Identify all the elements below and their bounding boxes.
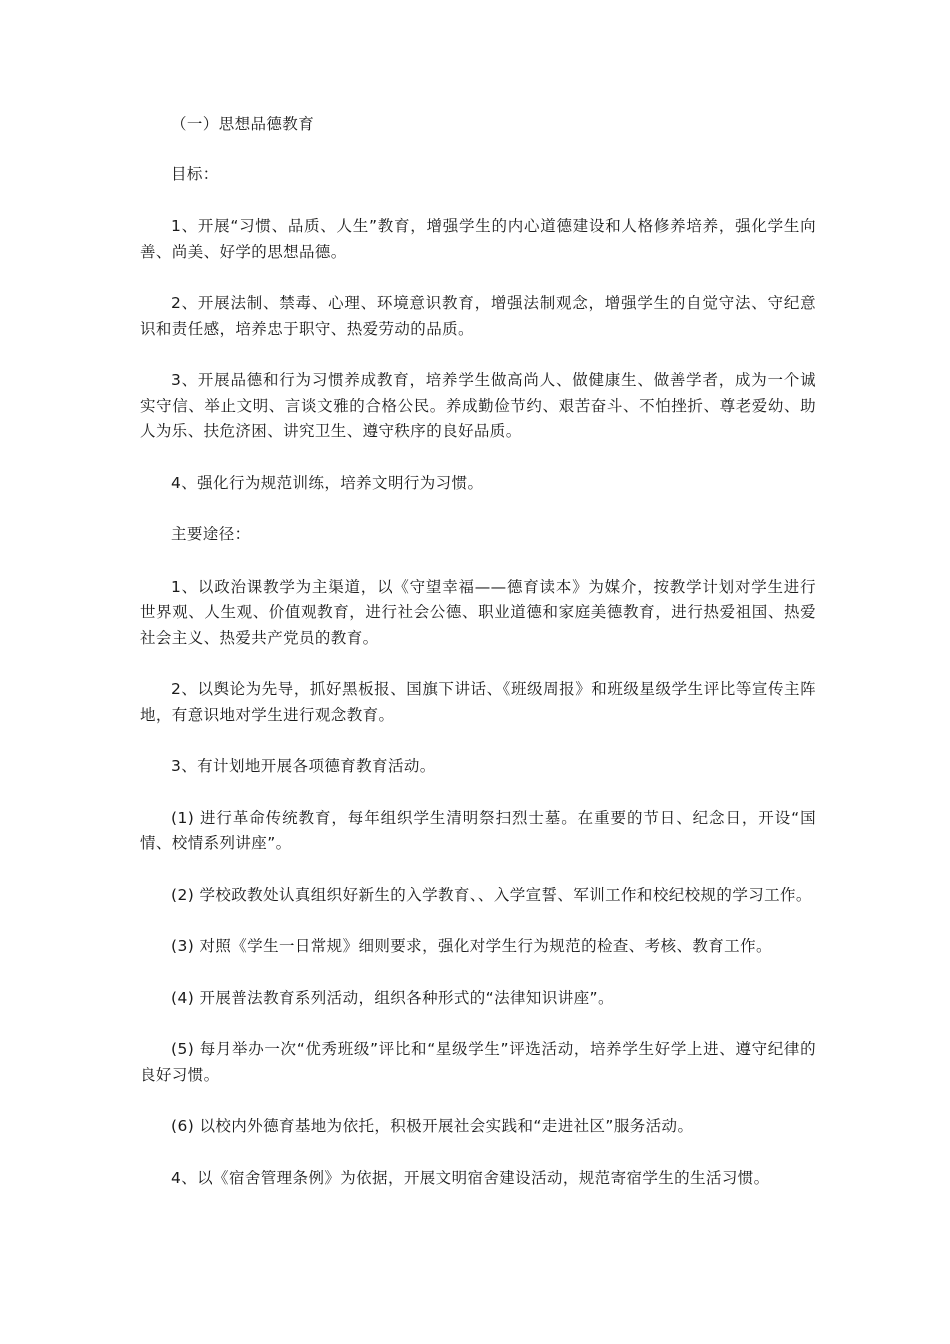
goals-label: 目标： [171,164,219,183]
goal-item-1: 1、开展“习惯、品质、人生”教育，增强学生的内心道德建设和人格修养培养，强化学生向善、尚美、好学的思想品德。 [140,217,816,261]
way-subitem-5: (5) 每月举办一次“优秀班级”评比和“星级学生”评选活动，培养学生好学上进、遵守纪律的良好习惯。 [140,1040,816,1084]
way-subitem-2: (2) 学校政教处认真组织好新生的入学教育、、入学宣誓、军训工作和校纪校规的学习工作。 [171,885,812,904]
section-title: （一）思想品德教育 [171,115,315,133]
way-subitem-1: (1) 进行革命传统教育，每年组织学生清明祭扫烈士墓。在重要的节日、纪念日，开设“国情、校情系列讲座”。 [140,808,816,852]
goal-item-4: 4、强化行为规范训练，培养文明行为习惯。 [171,473,484,492]
way-item-4: 4、以《宿舍管理条例》为依据，开展文明宿舍建设活动，规范寄宿学生的生活习惯。 [171,1168,770,1187]
goal-item-3: 3、开展品德和行为习惯养成教育，培养学生做高尚人、做健康生、做善学者，成为一个诚实守信、举止文明、言谈文雅的合格公民。养成勤俭节约、艰苦奋斗、不怕挫折、尊老爱幼、助人为乐、扶危济困、讲究卫生、遵守秩序的良好品质。 [140,371,816,440]
way-subitem-6: (6) 以校内外德育基地为依托，积极开展社会实践和“走进社区”服务活动。 [171,1117,694,1135]
way-subitem-3: (3) 对照《学生一日常规》细则要求，强化对学生行为规范的检查、考核、教育工作。 [171,937,772,955]
way-subitem-4: (4) 开展普法教育系列活动，组织各种形式的“法律知识讲座”。 [171,988,614,1007]
ways-label: 主要途径： [171,525,251,543]
document-page [140,112,816,1217]
way-item-1: 1、以政治课教学为主渠道，以《守望幸福——德育读本》为媒介，按教学计划对学生进行世界观、人生观、价值观教育，进行社会公德、职业道德和家庭美德教育，进行热爱祖国、热爱社会主义、热爱共产党员的教育。 [140,577,816,647]
way-item-2: 2、以舆论为先导，抓好黑板报、国旗下讲话、《班级周报》和班级星级学生评比等宣传主阵地，有意识地对学生进行观念教育。 [140,680,816,724]
goal-item-2: 2、开展法制、禁毒、心理、环境意识教育，增强法制观念，增强学生的自觉守法、守纪意识和责任感，培养忠于职守、热爱劳动的品质。 [140,294,816,338]
way-item-3: 3、有计划地开展各项德育教育活动。 [171,757,436,775]
